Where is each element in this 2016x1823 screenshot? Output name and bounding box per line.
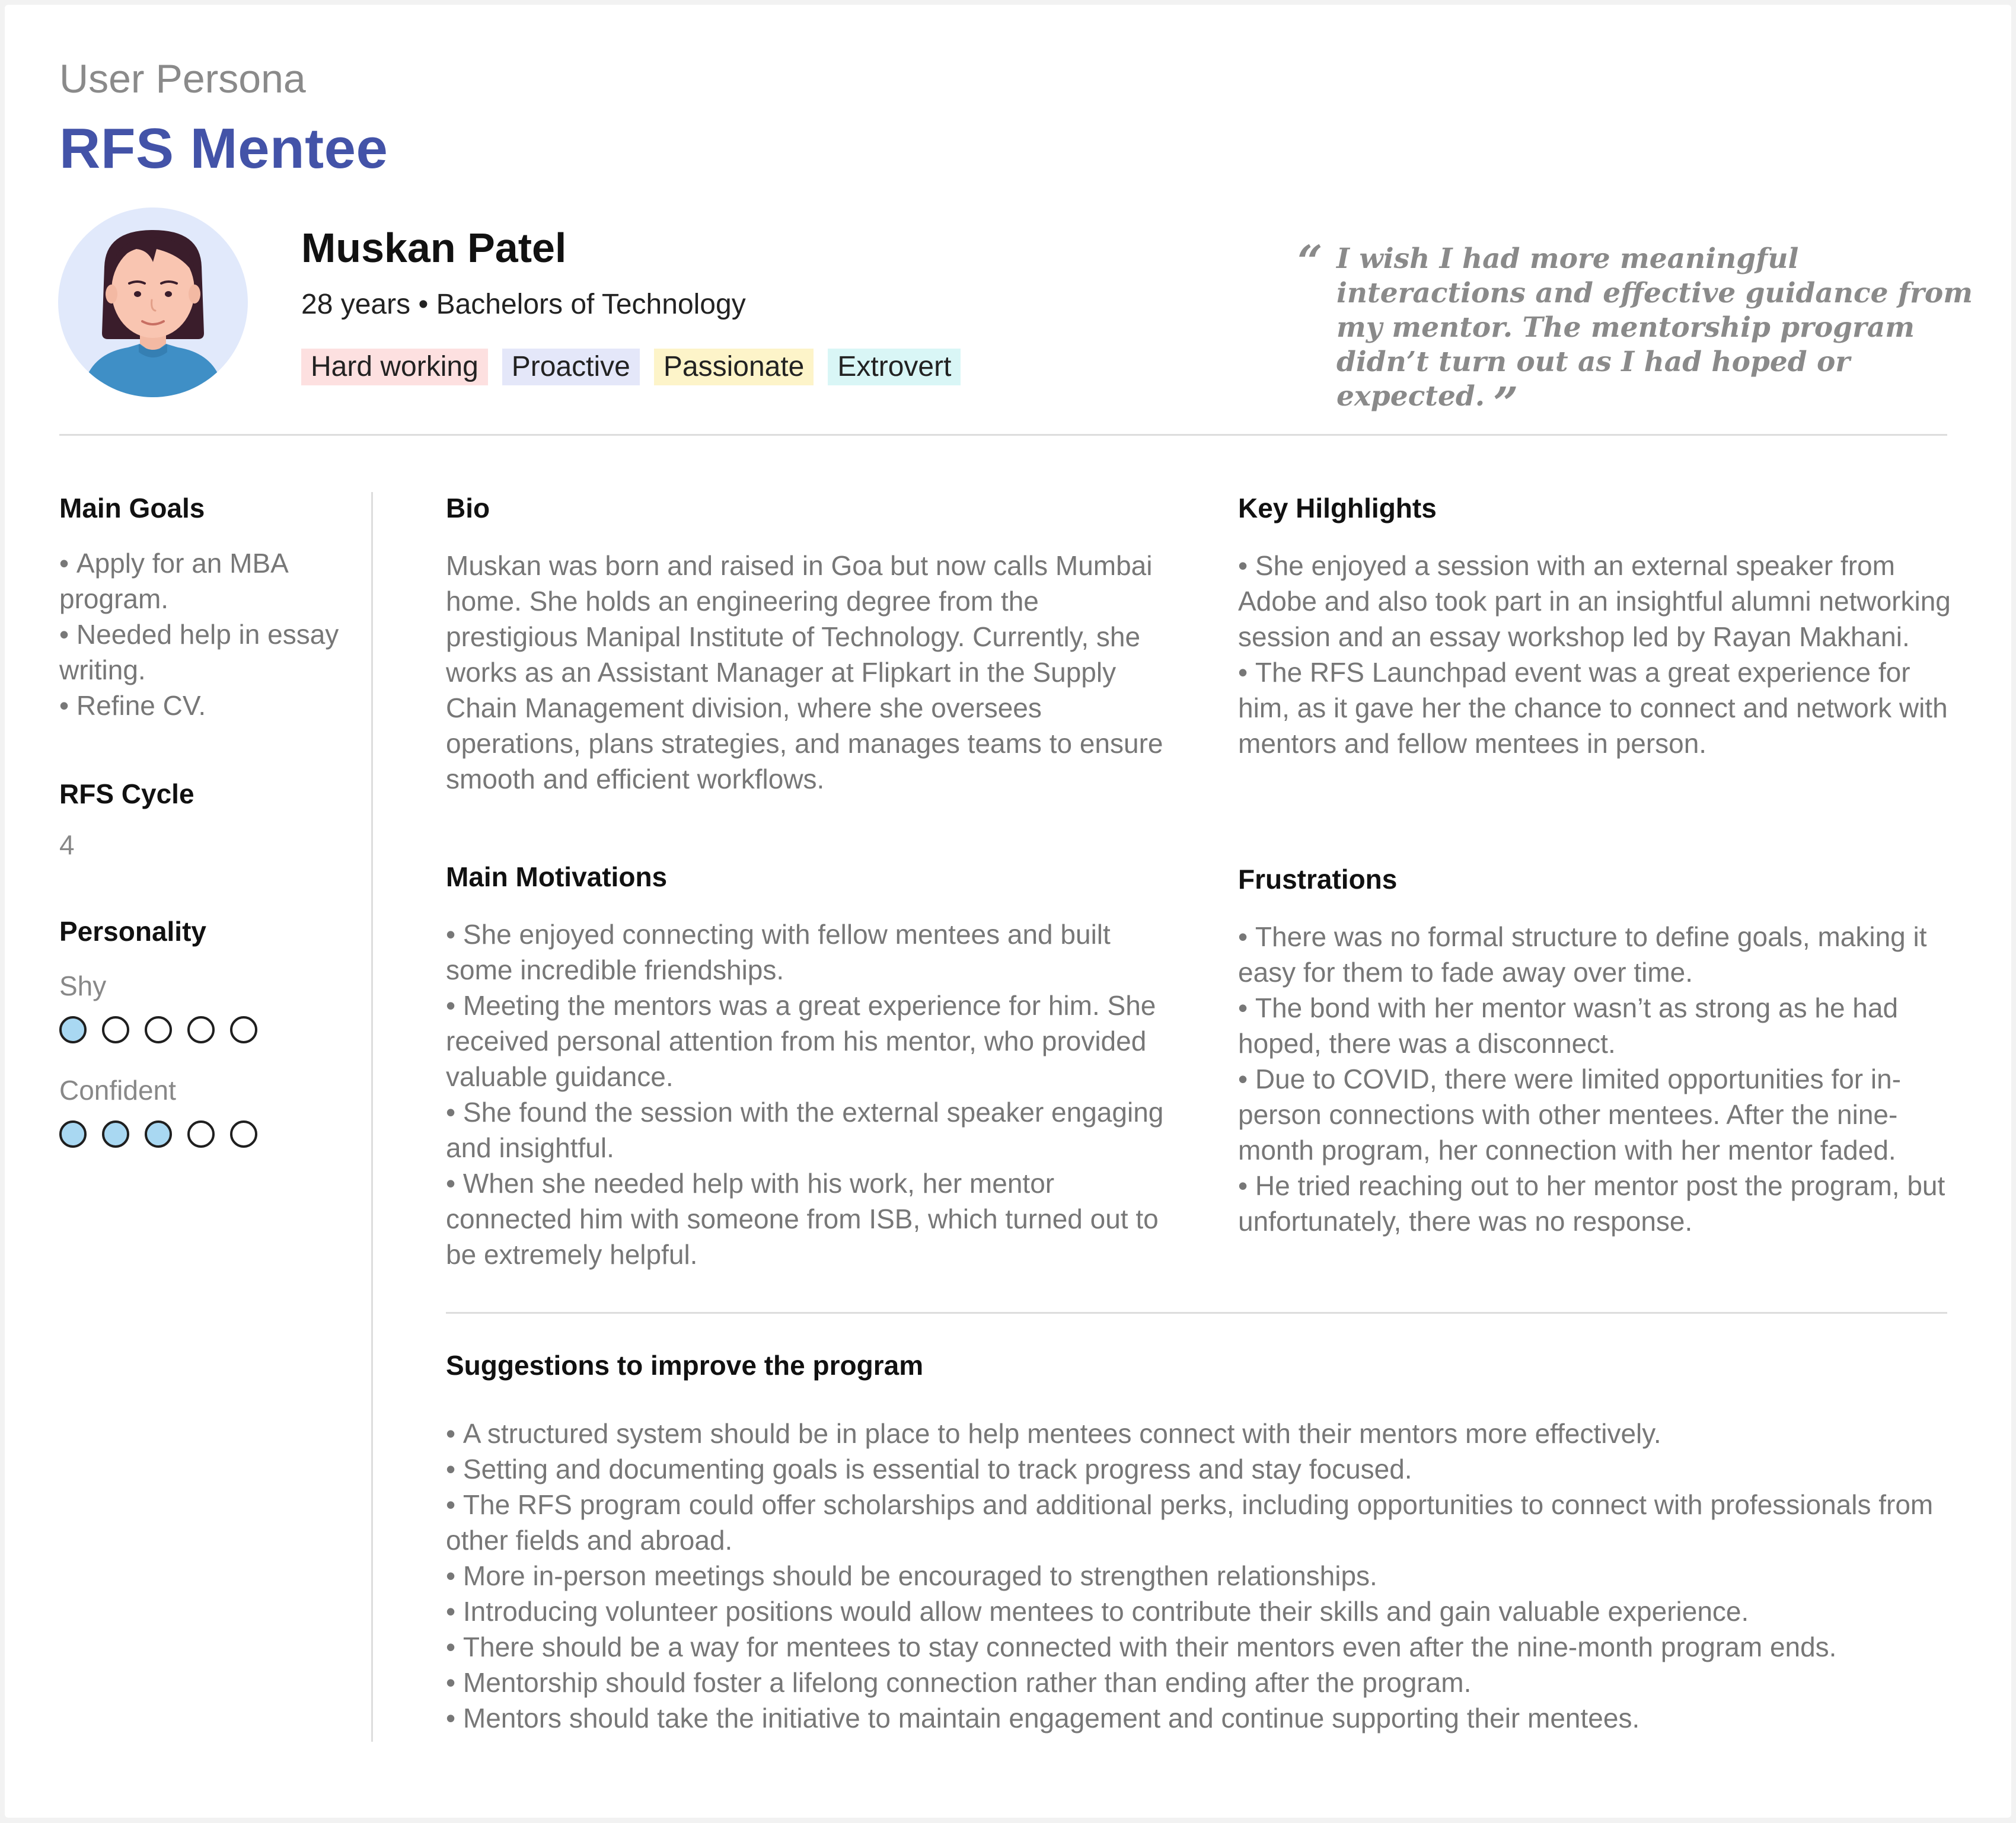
motivations-section: [446, 861, 1175, 1272]
tag-hard-working: Hard working: [301, 349, 488, 385]
list-item: • Introducing volunteer positions would allow mentees to contribute their skills and gain valuable experience.: [446, 1594, 1956, 1629]
persona-meta: 28 years • Bachelors of Technology: [301, 289, 746, 320]
list-item: • More in-person meetings should be encouraged to strengthen relationships.: [446, 1558, 1956, 1594]
shy-rating: [59, 1016, 344, 1043]
motivations-list: [446, 917, 1175, 1272]
persona-card: [5, 5, 2011, 1818]
list-item: • When she needed help with his work, her mentor connected him with someone from ISB, which turned out to be extremely helpful.: [446, 1166, 1175, 1272]
list-item: • Setting and documenting goals is essential to track progress and stay focused.: [446, 1451, 1956, 1487]
rating-dot: [59, 1120, 87, 1148]
column-divider: [371, 492, 373, 1742]
trait-label-shy: Shy: [59, 970, 107, 1001]
list-item: • He tried reaching out to her mentor post the program, but unfortunately, there was no response.: [1238, 1168, 1956, 1239]
rating-dot: [187, 1016, 215, 1043]
highlights-section: [1238, 492, 1956, 761]
rating-dot: [59, 1016, 87, 1043]
list-item: • Refine CV.: [59, 688, 344, 723]
tag-proactive: Proactive: [502, 349, 640, 385]
highlights-list: [1238, 548, 1956, 761]
close-quote-icon: ”: [1493, 378, 1519, 429]
tag-extrovert: Extrovert: [828, 349, 961, 385]
quote-text: I wish I had more meaningful interactions and effective guidance from my mentor. The mentorship program didn’t turn out as I had hoped or expected.: [1336, 242, 1973, 413]
highlights-heading: Key Hilghlights: [1238, 493, 1437, 523]
tag-passionate: Passionate: [654, 349, 814, 385]
avatar: [58, 207, 248, 397]
bio-section: [446, 492, 1175, 797]
rfs-cycle-heading: RFS Cycle: [59, 778, 194, 809]
list-item: • She found the session with the external speaker engaging and insightful.: [446, 1094, 1175, 1166]
rating-dot: [102, 1016, 129, 1043]
page-title: RFS Mentee: [59, 117, 388, 180]
frustrations-heading: Frustrations: [1238, 864, 1398, 895]
list-item: • She enjoyed a session with an external speaker from Adobe and also took part in an insightful alumni networking session and an essay workshop led by Rayan Makhani.: [1238, 548, 1956, 655]
list-item: • The RFS program could offer scholarships and additional perks, including opportunities to connect with professionals from other fields and abroad.: [446, 1487, 1956, 1558]
suggestions-heading: Suggestions to improve the program: [446, 1350, 924, 1381]
trait-tags: [301, 349, 961, 385]
open-quote-icon: “: [1297, 237, 1323, 288]
personality-heading: Personality: [59, 916, 206, 947]
list-item: • Due to COVID, there were limited opportunities for in-person connections with other mentees. After the nine-month program, her connection with her mentor faded.: [1238, 1061, 1956, 1168]
page-kicker: User Persona: [59, 56, 306, 101]
confident-rating: [59, 1120, 344, 1148]
list-item: • She enjoyed connecting with fellow mentees and built some incredible friendships.: [446, 917, 1175, 988]
rfs-cycle-value: 4: [59, 829, 75, 860]
main-goals-heading: Main Goals: [59, 493, 205, 523]
list-item: • Needed help in essay writing.: [59, 617, 344, 688]
persona-name: Muskan Patel: [301, 225, 567, 271]
woman-avatar-icon: [58, 207, 248, 397]
list-item: • Apply for an MBA program.: [59, 545, 344, 617]
list-item: • There was no formal structure to define goals, making it easy for them to fade away over time.: [1238, 919, 1956, 990]
list-item: • Mentorship should foster a lifelong connection rather than ending after the program.: [446, 1665, 1956, 1700]
rating-dot: [187, 1120, 215, 1148]
list-item: • The bond with her mentor wasn’t as strong as he had hoped, there was a disconnect.: [1238, 990, 1956, 1061]
list-item: • There should be a way for mentees to stay connected with their mentors even after the nine-month program ends.: [446, 1629, 1956, 1665]
list-item: • Mentors should take the initiative to maintain engagement and continue supporting their mentees.: [446, 1700, 1956, 1736]
list-item: • Meeting the mentors was a great experience for him. She received personal attention from his mentor, who provided valuable guidance.: [446, 988, 1175, 1094]
rating-dot: [230, 1120, 257, 1148]
motivations-heading: Main Motivations: [446, 861, 668, 892]
frustrations-section: [1238, 863, 1956, 1239]
section-divider: [446, 1312, 1947, 1314]
suggestions-list: [446, 1416, 1956, 1736]
header-divider: [59, 434, 1947, 436]
main-goals-list: [59, 545, 344, 723]
suggestions-section: [446, 1349, 1956, 1736]
persona-quote: [1297, 237, 1985, 429]
rating-dot: [145, 1120, 172, 1148]
sidebar: [59, 492, 344, 1148]
bio-text: Muskan was born and raised in Goa but now calls Mumbai home. She holds an engineering degree from the prestigious Manipal Institute of Technology. Currently, she works as an Assistant Manager at Flipkart in the Supply Chain Management division, where she oversees operations, plans strategies, and manages teams to ensure smooth and efficient workflows.: [446, 550, 1163, 794]
frustrations-list: [1238, 919, 1956, 1239]
rating-dot: [230, 1016, 257, 1043]
list-item: • The RFS Launchpad event was a great experience for him, as it gave her the chance to connect and network with mentors and fellow mentees in person.: [1238, 655, 1956, 761]
rating-dot: [102, 1120, 129, 1148]
bio-heading: Bio: [446, 493, 490, 523]
trait-label-confident: Confident: [59, 1075, 176, 1106]
list-item: • A structured system should be in place to help mentees connect with their mentors more effectively.: [446, 1416, 1956, 1451]
rating-dot: [145, 1016, 172, 1043]
